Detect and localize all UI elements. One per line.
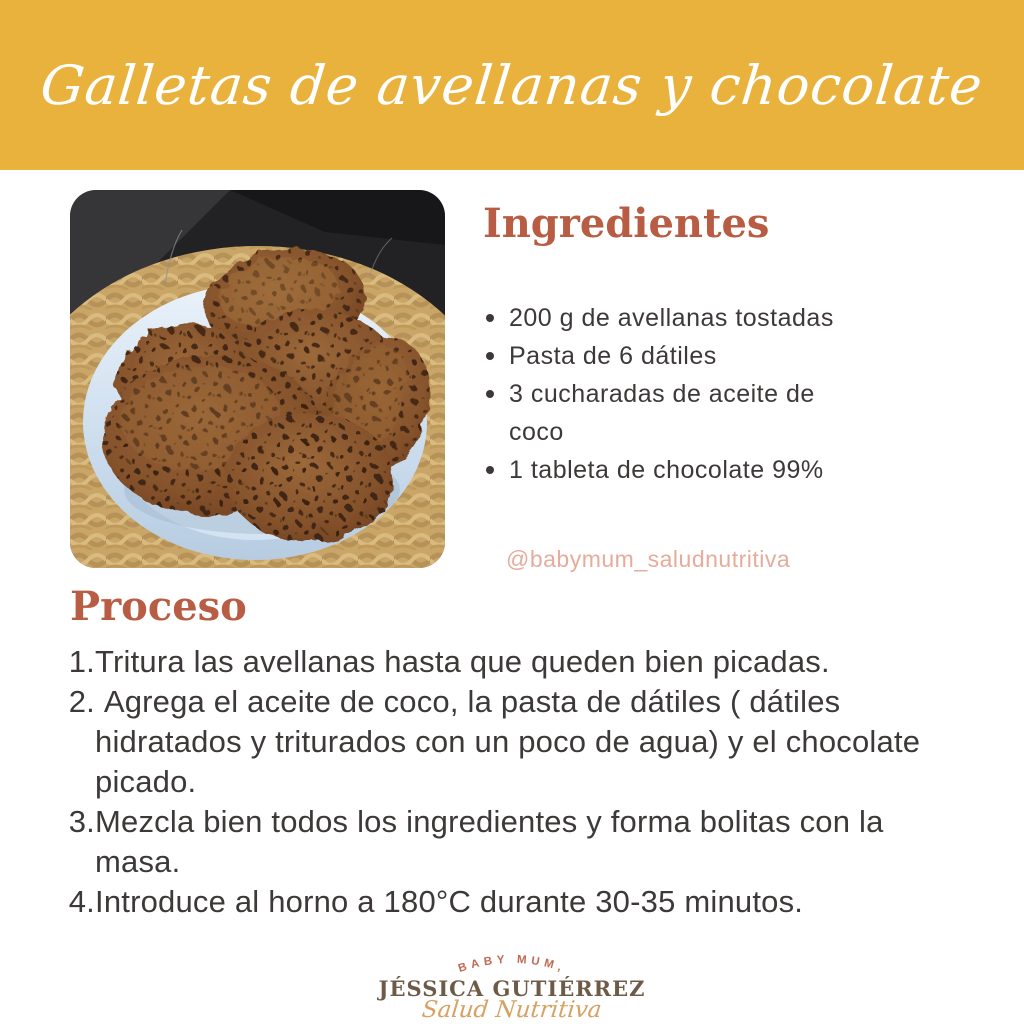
bullet-icon [486,314,494,322]
ingredients-heading: Ingredientes [483,200,770,247]
process-heading: Proceso [70,583,247,630]
ingredient-item [483,451,855,489]
step-number: 2. [68,684,95,719]
bullet-icon [486,390,494,398]
bullet-icon [486,352,494,360]
cookies-photo [70,190,445,568]
brand-name: JÉSSICA GUTIÉRREZ [378,976,646,1001]
step-number: 3. [68,804,95,839]
brand-tagline: Salud Nutritiva [420,997,604,1023]
ingredients-list [483,299,855,489]
bullet-icon [486,466,494,474]
ingredient-text: 3 cucharadas de aceite de coco [509,380,815,446]
instagram-handle: @babymum_saludnutritiva [506,546,791,572]
ingredient-item [483,337,855,375]
process-step [66,882,968,922]
svg-text:BABY MUM, [457,954,568,975]
recipe-title: Galletas de avellanas y chocolate [37,53,987,117]
cookies-photo-illustration [70,190,445,568]
step-number: 4. [68,884,95,919]
step-text: Mezcla bien todos los ingredientes y forma bolitas con la masa. [95,804,893,879]
process-steps-list [66,642,968,922]
process-step [66,642,968,682]
header-band [0,0,1024,170]
step-number: 1. [68,644,95,679]
step-text: Agrega el aceite de coco, la pasta de dátiles ( dátiles hidratados y triturados con un poco de agua) y el chocolate picado. [95,684,930,799]
process-step [66,682,968,802]
brand-logo [0,942,1024,1023]
ingredient-item [483,375,855,451]
step-text: Tritura las avellanas hasta que queden bien picadas. [95,644,830,679]
ingredient-text: 200 g de avellanas tostadas [509,304,834,332]
process-step [66,802,968,882]
ingredient-text: 1 tableta de chocolate 99% [509,456,824,484]
ingredient-item [483,299,855,337]
brand-arc-label: BABY MUM, [456,953,568,976]
ingredient-text: Pasta de 6 dátiles [509,342,717,370]
step-text: Introduce al horno a 180°C durante 30-35 minutos. [95,884,804,919]
